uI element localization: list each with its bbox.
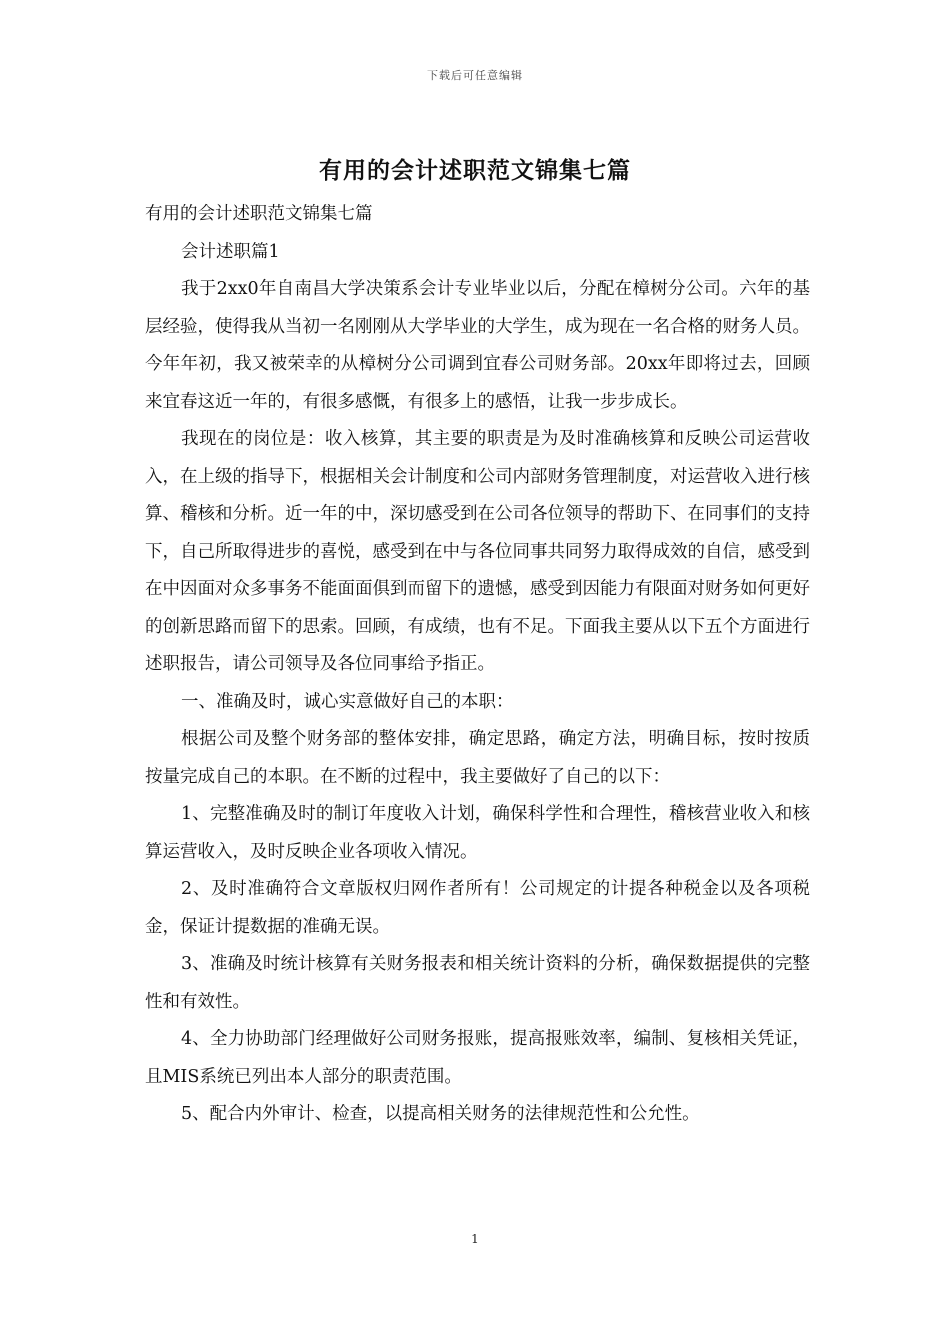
paragraph-position: 我现在的岗位是：收入核算，其主要的职责是为及时准确核算和反映公司运营收入，在上级的指导下，根据相关会计制度和公司内部财务管理制度，对运营收入进行核算、稽核和分析。近一年的中，深切感受到在公司各位领导的帮助下、在同事们的支持下，自己所取得进步的喜悦，感受到在中与各位同事共同努力取得成效的自信，感受到在中因面对众多事务不能面面俱到而留下的遗憾，感受到因能力有限面对财务如何更好的创新思路而留下的思索。回顾，有成绩，也有不足。下面我主要从以下五个方面进行述职报告，请公司领导及各位同事给予指正。 bbox=[145, 429, 810, 674]
list-item-4: 4、全力协助部门经理做好公司财务报账，提高报账效率，编制、复核相关凭证，且MIS系统已列出本人部分的职责范围。 bbox=[145, 1029, 810, 1087]
list-item-3: 3、准确及时统计核算有关财务报表和相关统计资料的分析，确保数据提供的完整性和有效性。 bbox=[145, 954, 810, 1012]
paragraph-overview: 根据公司及整个财务部的整体安排，确定思路，确定方法，明确目标，按时按质按量完成自己的本职。在不断的过程中，我主要做好了自己的以下： bbox=[145, 729, 810, 787]
paragraph-heading-one: 一、准确及时，诚心实意做好自己的本职： bbox=[181, 691, 514, 712]
document-title: 有用的会计述职范文锦集七篇 bbox=[319, 157, 631, 184]
document-subtitle: 有用的会计述职范文锦集七篇 bbox=[145, 204, 373, 224]
list-item-2: 2、及时准确符合文章版权归网作者所有！公司规定的计提各种税金以及各项税金，保证计提数据的准确无误。 bbox=[145, 879, 810, 937]
section-heading: 会计述职篇1 bbox=[181, 241, 280, 262]
page-number: 1 bbox=[471, 1232, 479, 1246]
document-body bbox=[145, 196, 810, 1134]
list-item-1: 1、完整准确及时的制订年度收入计划，确保科学性和合理性，稽核营业收入和核算运营收入，及时反映企业各项收入情况。 bbox=[145, 804, 810, 862]
page-header-note: 下载后可任意编辑 bbox=[427, 69, 523, 82]
list-item-5: 5、配合内外审计、检查，以提高相关财务的法律规范性和公允性。 bbox=[181, 1104, 700, 1124]
paragraph-intro: 我于2xx0年自南昌大学决策系会计专业毕业以后，分配在樟树分公司。六年的基层经验，使得我从当初一名刚刚从大学毕业的大学生，成为现在一名合格的财务人员。今年年初，我又被荣幸的从樟树分公司调到宜春公司财务部。20xx年即将过去，回顾来宜春这近一年的，有很多感慨，有很多上的感悟，让我一步步成长。 bbox=[145, 279, 810, 412]
